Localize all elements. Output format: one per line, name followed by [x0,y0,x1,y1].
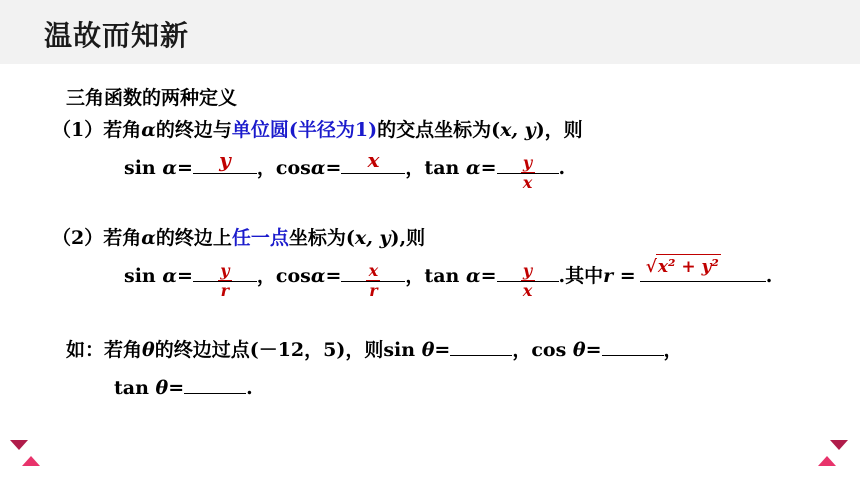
section-title-text: 三角函数的两种定义 [66,87,238,109]
cos-label: cos [275,157,311,179]
r-equals: = [613,265,636,287]
sin-label: sin [124,157,163,179]
def2-statement [52,226,425,250]
separator: ， [256,157,276,179]
def1-cos-blank [341,148,405,174]
def2-mid: 的终边上 [155,227,232,249]
def2-coords: x, y [354,227,391,249]
def2-suffix: 坐标为( [288,227,355,249]
equals: = [325,157,342,179]
example-sin-blank [450,336,512,356]
def2-cos-blank [341,260,405,300]
example-tan [114,374,253,400]
sin-numerator: y [220,260,230,280]
def2-highlight: 任一点 [231,227,289,249]
example-prefix: 如：若角 [66,339,143,361]
equals: = [325,265,342,287]
def1-sin-blank [193,148,257,174]
corner-triangle-icon [10,440,28,450]
def1-suffix: 的交点坐标为( [377,119,501,141]
def2-sin-blank [193,260,257,300]
theta-symbol: θ [421,339,435,361]
def2-sin-answer [193,262,257,300]
def2-end: ),则 [390,227,426,249]
def1-tan-blank [497,152,559,192]
alpha-symbol: α [162,265,177,287]
def1-sin-answer: y [219,148,231,172]
def2-formulas [124,257,773,300]
def1-highlight: 单位圆(半径为1) [231,119,378,141]
cos-denominator: r [369,281,378,300]
tan-denominator: x [522,281,533,300]
def1-coords: x, y [500,119,536,141]
theta-symbol: θ [155,377,169,399]
corner-triangle-icon [22,456,40,466]
corner-triangle-icon [830,440,848,450]
equals: = [480,265,497,287]
separator: ， [405,265,425,287]
cos-label: cos [531,339,573,361]
equals: = [176,157,193,179]
radicand: x² + y² [656,254,721,279]
sin-label: sin [383,339,422,361]
separator: ， [405,157,425,179]
alpha-symbol: α [465,265,481,287]
separator: ， [256,265,276,287]
period: . [765,265,773,287]
among-text: .其中 [558,265,604,287]
separator: ， [663,339,683,361]
sqrt-icon: √ [645,257,657,277]
example-tan-blank [184,374,246,394]
tan-denominator: x [522,173,533,192]
def1-statement [52,118,583,142]
def1-prefix: （1）若角 [52,119,142,141]
example-cos-blank [602,336,664,356]
period: . [246,377,253,399]
sin-denominator: r [220,281,230,300]
tan-label: tan [424,265,466,287]
tan-numerator: y [522,260,533,280]
example-statement [66,336,683,362]
def1-formulas [124,148,566,192]
alpha-symbol: α [162,157,177,179]
theta-symbol: θ [142,339,155,361]
def2-alpha: α [141,227,156,249]
section-title [66,86,237,110]
alpha-symbol: α [465,157,481,179]
equals: = [434,339,451,361]
cos-numerator: x [368,260,379,280]
def1-mid: 的终边与 [155,119,232,141]
tan-label: tan [114,377,156,399]
def2-r-answer [646,254,721,279]
def1-alpha: α [141,119,156,141]
separator: ， [512,339,532,361]
alpha-symbol: α [310,157,326,179]
equals: = [176,265,193,287]
def1-cos-answer: x [367,148,380,172]
def2-tan-blank [497,260,559,300]
def2-prefix: （2）若角 [52,227,142,249]
alpha-symbol: α [310,265,326,287]
def2-cos-answer [341,262,405,300]
example-mid: 的终边过点(－12，5)，则 [154,339,384,361]
cos-label: cos [275,265,311,287]
def2-r-blank [640,257,766,282]
def1-tan-answer [497,154,559,192]
page-title: 温故而知新 [44,19,190,52]
theta-symbol: θ [572,339,586,361]
tan-label: tan [424,157,466,179]
def2-tan-answer [497,262,559,300]
equals: = [585,339,602,361]
period: . [558,157,566,179]
equals: = [168,377,185,399]
def1-end: )，则 [535,119,583,141]
tan-numerator: y [522,152,533,172]
sin-label: sin [124,265,163,287]
corner-triangle-icon [818,456,836,466]
r-symbol: r [603,265,614,287]
equals: = [480,157,497,179]
